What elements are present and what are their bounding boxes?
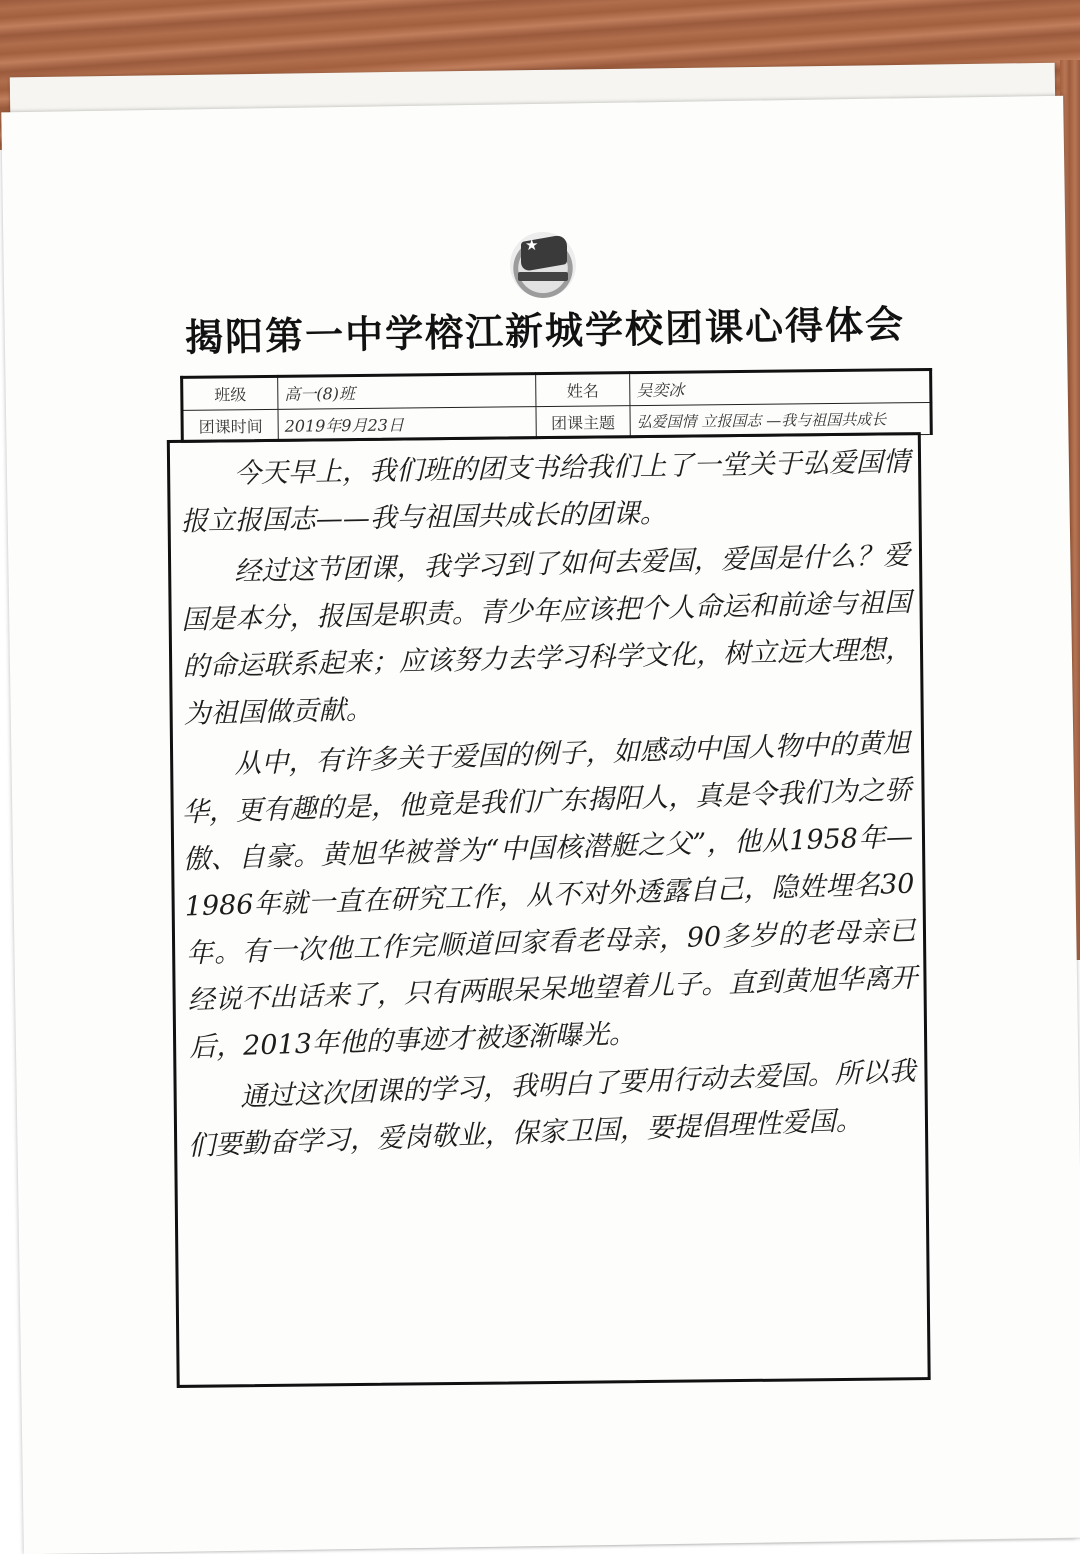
class-value: 高一(8)班	[278, 374, 536, 410]
page-title: 揭阳第一中学榕江新城学校团课心得体会	[184, 302, 906, 360]
reflection-text	[180, 441, 917, 1162]
info-table	[180, 368, 933, 443]
paragraph-2: 经过这节团课，我学习到了如何去爱国，爱国是什么？爱国是本分，报国是职责。青少年应该把个人命运和前途与祖国的命运联系起来；应该努力去学习科学文化，树立远大理想，为祖国做贡献。	[181, 540, 913, 730]
ribbon-shape	[518, 272, 568, 281]
paragraph-3: 从中，有许多关于爱国的例子，如感动中国人物中的黄旭华，更有趣的是，他竟是我们广东揭阳人，真是令我们为之骄傲、自豪。黄旭华被誉为“中国核潜艇之父”，他从1958年—1986年就一直在研究工作，从不对外透露自己，隐姓埋名30年。有一次他工作完顺道回家看老母亲，90多岁的老母亲已经说不出话来了，只有两眼呆呆地望着儿子。直到黄旭华离开后，2013年他的事迹才被逐渐曝光。	[181, 727, 918, 1064]
time-value: 2019年9月23日	[278, 407, 536, 442]
star-icon: ★	[525, 236, 539, 254]
class-label: 班级	[182, 376, 278, 410]
report-form	[166, 358, 941, 1386]
reflection-body	[167, 432, 931, 1388]
paragraph-4: 通过这次团课的学习，我明白了要用行动去爱国。所以我们要勤奋学习，爱岗敬业，保家卫国，要提倡理性爱国。	[187, 1056, 917, 1162]
topic-value: 弘爱国情 立报国志 —我与祖国共成长	[630, 402, 931, 437]
name-value: 吴奕冰	[630, 369, 931, 405]
name-label: 姓名	[536, 373, 630, 407]
paragraph-1: 今天早上，我们班的团支书给我们上了一堂关于弘爱国情报立报国志——我与祖国共成长的团课。	[180, 446, 911, 538]
youth-league-emblem-icon	[510, 232, 576, 298]
time-label: 团课时间	[182, 409, 278, 442]
topic-label: 团课主题	[536, 406, 630, 439]
